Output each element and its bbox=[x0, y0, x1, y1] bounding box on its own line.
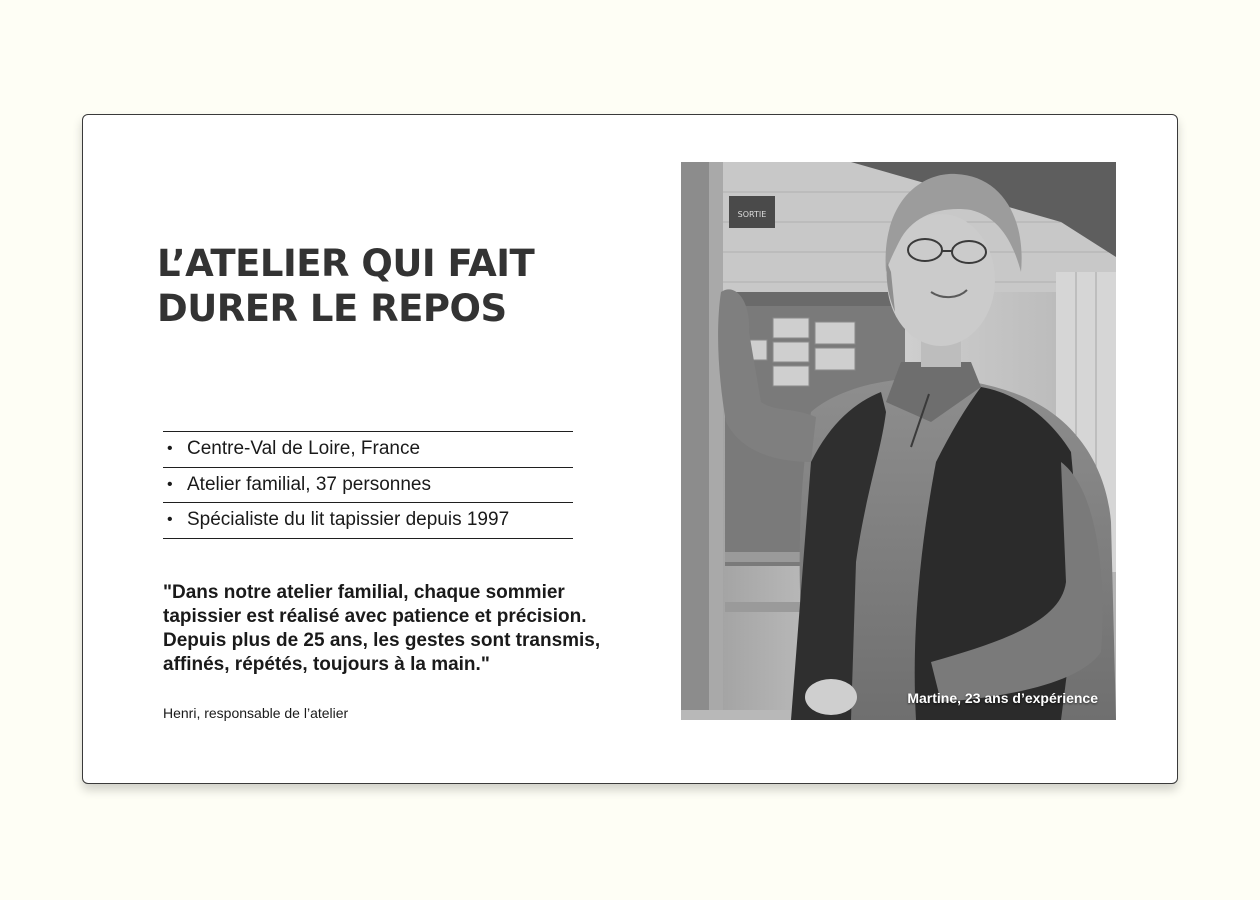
portrait-photo bbox=[681, 162, 1116, 720]
fact-location: Centre-Val de Loire, France bbox=[187, 438, 421, 460]
feature-card bbox=[82, 114, 1178, 784]
fact-team: Atelier familial, 37 personnes bbox=[187, 473, 431, 495]
facts-list bbox=[163, 431, 573, 539]
testimonial-author: Henri, responsable de l’atelier bbox=[163, 705, 349, 721]
photo-caption: Martine, 23 ans d’expérience bbox=[907, 690, 1098, 706]
bullet-icon: • bbox=[167, 511, 173, 529]
fact-specialty: Spécialiste du lit tapissier depuis 1997 bbox=[187, 509, 510, 531]
list-item bbox=[163, 503, 573, 539]
page-title: L’ATELIER QUI FAIT DURER LE REPOS bbox=[157, 242, 535, 330]
workshop-photo-illustration bbox=[681, 162, 1116, 720]
list-item bbox=[163, 468, 573, 504]
exit-sign-text: SORTIE bbox=[737, 210, 767, 219]
testimonial-quote: "Dans notre atelier familial, chaque sommier tapissier est réalisé avec patience et précision. Depuis plus de 25 ans, les gestes sont transmis, affinés, répétés, toujours à la main." bbox=[163, 582, 601, 675]
list-item bbox=[163, 432, 573, 468]
bullet-icon: • bbox=[167, 440, 173, 458]
bullet-icon: • bbox=[167, 475, 173, 493]
